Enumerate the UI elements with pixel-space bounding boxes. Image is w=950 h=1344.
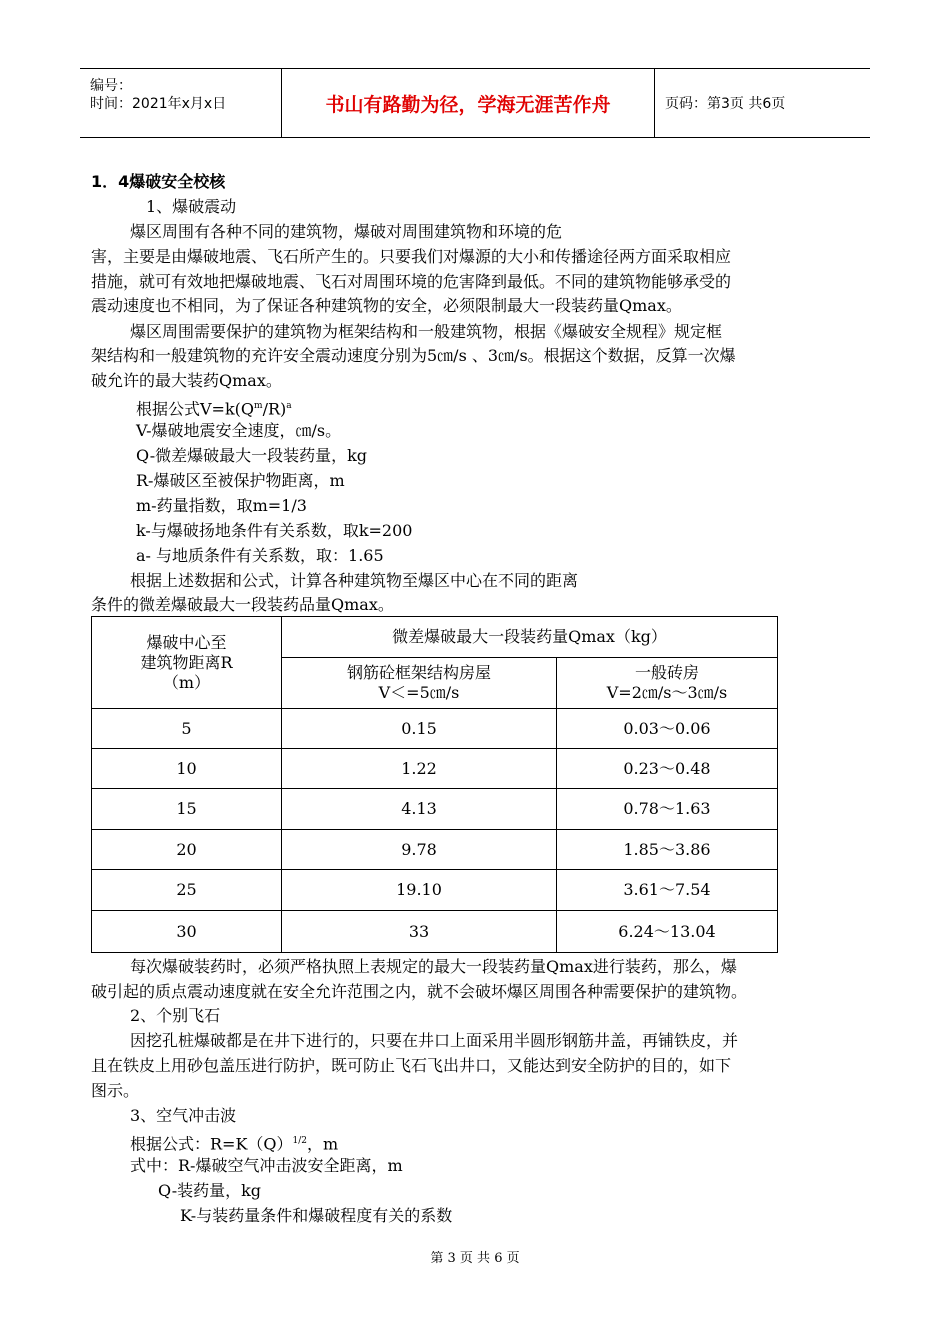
page-footer: 第 3 页 共 6 页 — [430, 1251, 520, 1266]
definition-line: Q-微差爆破最大一段装药量，kg — [136, 446, 368, 465]
charge-table — [91, 616, 778, 953]
table-row: 5 0.15 0.03～0.06 — [92, 709, 778, 749]
subheading-flyrock: 2、个别飞石 — [130, 1006, 221, 1025]
paragraph-line: 破引起的质点震动速度就在安全允许范围之内，就不会破坏爆区周围各种需要保护的建筑物。 — [91, 982, 748, 1001]
definition-line: a- 与地质条件有关系数，取：1.65 — [136, 546, 384, 565]
header-meta — [80, 69, 282, 137]
paragraph-line: 图示。 — [91, 1081, 140, 1100]
header-page-info: 页码：第3页 共6页 — [665, 96, 786, 112]
paragraph-line: 根据上述数据和公式，计算各种建筑物至爆区中心在不同的距离 — [130, 571, 579, 590]
definition-line: k-与爆破扬地条件有关系数，取k=200 — [136, 521, 413, 540]
table-row: 10 1.22 0.23～0.48 — [92, 749, 778, 789]
group-header: 微差爆破最大一段装药量Qmax（kg） — [282, 617, 778, 658]
vibration-formula: 根据公式$V=k(Q^m/R)^a$ — [136, 399, 292, 419]
subheading-air-blast: 3、空气冲击波 — [130, 1106, 237, 1125]
definition-line: m-药量指数，取m=1/3 — [136, 496, 307, 515]
paragraph-line: 因挖孔桩爆破都是在井下进行的，只要在井口上面采用半圆形钢筋井盖，再铺铁皮，并 — [130, 1031, 739, 1050]
paragraph-line: 且在铁皮上用砂包盖压进行防护，既可防止飞石飞出井口，又能达到安全防护的目的，如下 — [91, 1056, 732, 1075]
col-frame-header: 钢筋砼框架结构房屋 V＜=5㎝/s — [282, 658, 557, 709]
header-motto: 书山有路勤为径，学海无涯苦作舟 — [282, 69, 655, 137]
section-title: 1．4爆破安全校核 — [91, 172, 226, 191]
paragraph-line: 震动速度也不相同，为了保证各种建筑物的安全，必须限制最大一段装药量Qmax。 — [91, 296, 682, 315]
time-label: 时间：2021年x月x日 — [90, 96, 227, 112]
paragraph-line: 条件的微差爆破最大一段装药品量Qmax。 — [91, 595, 394, 614]
definition-line: R-爆破区至被保护物距离，m — [136, 471, 345, 490]
paragraph-line: 破允许的最大装药Qmax。 — [91, 371, 282, 390]
subheading-vibration: 1、爆破震动 — [146, 197, 237, 216]
definition-line: K-与装药量条件和爆破程度有关的系数 — [180, 1206, 453, 1225]
table-row: 25 19.10 3.61～7.54 — [92, 870, 778, 911]
paragraph-line: 架结构和一般建筑物的充许安全震动速度分别为5㎝/s 、3㎝/s。根据这个数据，反算一次爆 — [91, 346, 736, 365]
page-header — [80, 68, 870, 138]
paragraph-line: 每次爆破装药时，必须严格执照上表规定的最大一段装药量Qmax进行装药，那么，爆 — [130, 957, 737, 976]
number-label: 编号： — [90, 78, 132, 94]
col-brick-header: 一般砖房 V=2㎝/s～3㎝/s — [557, 658, 778, 709]
paragraph-line: 爆区周围有各种不同的建筑物，爆破对周围建筑物和环境的危 — [130, 222, 563, 241]
air-blast-formula: 根据公式：$R=K(Q)^{1/2}$，m — [130, 1134, 339, 1154]
definition-line: 式中：R-爆破空气冲击波安全距离，m — [130, 1156, 403, 1175]
paragraph-line: 爆区周围需要保护的建筑物为框架结构和一般建筑物，根据《爆破安全规程》规定框 — [130, 322, 723, 341]
paragraph-line: 害，主要是由爆破地震、飞石所产生的。只要我们对爆源的大小和传播途径两方面采取相应 — [91, 247, 732, 266]
definition-line: V-爆破地震安全速度，㎝/s。 — [136, 421, 342, 440]
table-row: 30 33 6.24～13.04 — [92, 911, 778, 953]
table-row: 20 9.78 1.85～3.86 — [92, 830, 778, 870]
col-distance-header: 爆破中心至 建筑物距离R （m） — [92, 617, 282, 709]
definition-line: Q-装药量，kg — [158, 1181, 262, 1200]
paragraph-line: 措施，就可有效地把爆破地震、飞石对周围环境的危害降到最低。不同的建筑物能够承受的 — [91, 272, 732, 291]
table-row: 15 4.13 0.78～1.63 — [92, 789, 778, 830]
